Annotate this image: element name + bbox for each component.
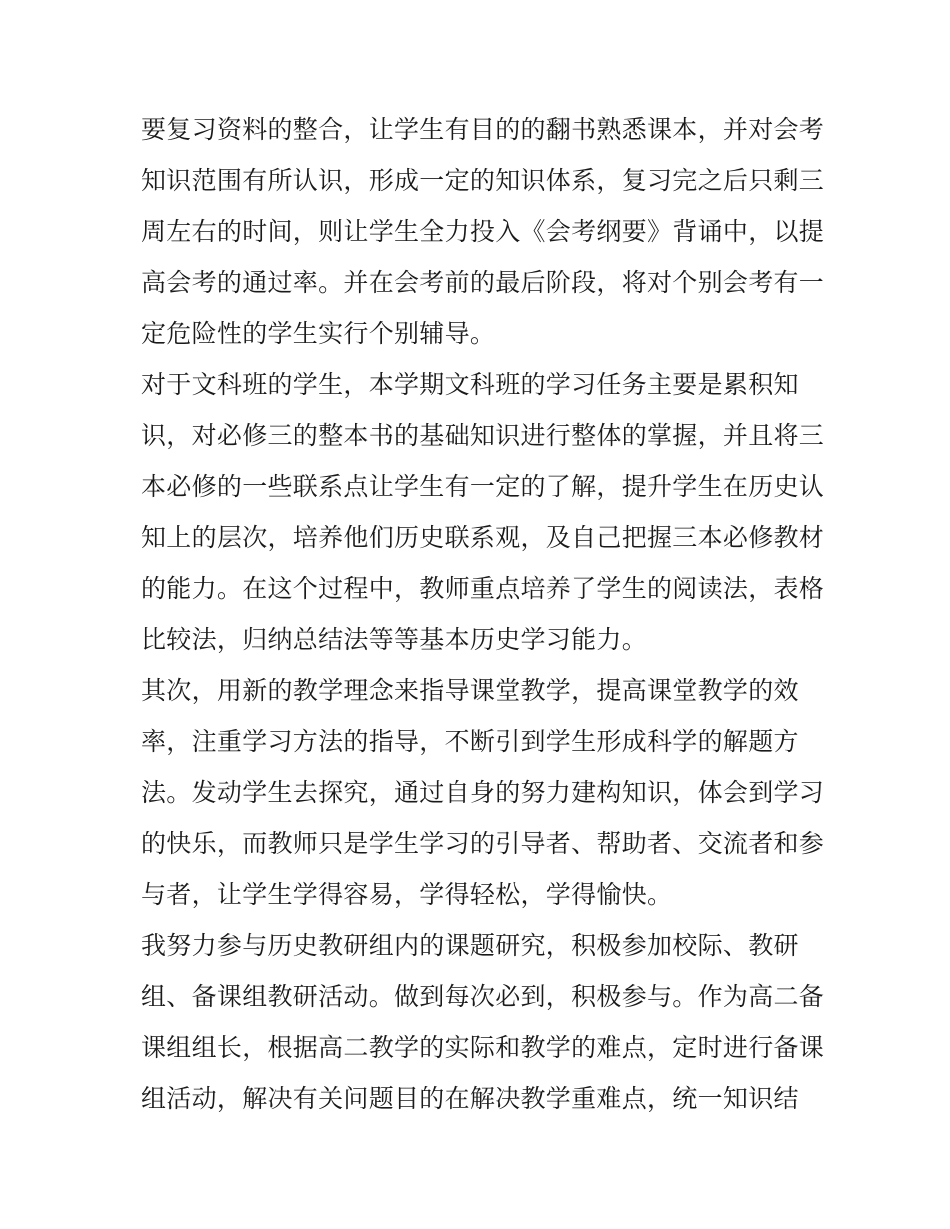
text-line: 本必修的一些联系点让学生有一定的了解，提升学生在历史认 — [141, 472, 825, 501]
text-line: 组、备课组教研活动。做到每次必到，积极参与。作为高二备 — [141, 982, 825, 1011]
text-line: 与者，让学生学得容易，学得轻松，学得愉快。 — [141, 880, 673, 909]
text-line: 知上的层次，培养他们历史联系观，及自己把握三本必修教材 — [141, 523, 825, 552]
text-line: 组活动，解决有关问题目的在解决教学重难点，统一知识结 — [141, 1084, 799, 1113]
text-line: 其次，用新的教学理念来指导课堂教学，提高课堂教学的效 — [141, 676, 799, 705]
text-line: 定危险性的学生实行个别辅导。 — [141, 319, 496, 348]
text-line: 周左右的时间，则让学生全力投入《会考纲要》背诵中，以提 — [141, 217, 825, 246]
text-line: 对于文科班的学生，本学期文科班的学习任务主要是累积知 — [141, 370, 799, 399]
document-body — [141, 104, 831, 1124]
text-line: 比较法，归纳总结法等等基本历史学习能力。 — [141, 625, 648, 654]
text-line: 的快乐，而教师只是学生学习的引导者、帮助者、交流者和参 — [141, 829, 825, 858]
text-line: 率，注重学习方法的指导，不断引到学生形成科学的解题方 — [141, 727, 799, 756]
text-line: 识，对必修三的整本书的基础知识进行整体的掌握，并且将三 — [141, 421, 825, 450]
text-line: 课组组长，根据高二教学的实际和教学的难点，定时进行备课 — [141, 1033, 825, 1062]
text-line: 知识范围有所认识，形成一定的知识体系，复习完之后只剩三 — [141, 166, 825, 195]
text-line: 要复习资料的整合，让学生有目的的翻书熟悉课本，并对会考 — [141, 115, 825, 144]
text-line: 我努力参与历史教研组内的课题研究，积极参加校际、教研 — [141, 931, 799, 960]
text-line: 高会考的通过率。并在会考前的最后阶段，将对个别会考有一 — [141, 268, 825, 297]
text-line: 法。发动学生去探究，通过自身的努力建构知识，体会到学习 — [141, 778, 825, 807]
text-line: 的能力。在这个过程中，教师重点培养了学生的阅读法，表格 — [141, 574, 825, 603]
